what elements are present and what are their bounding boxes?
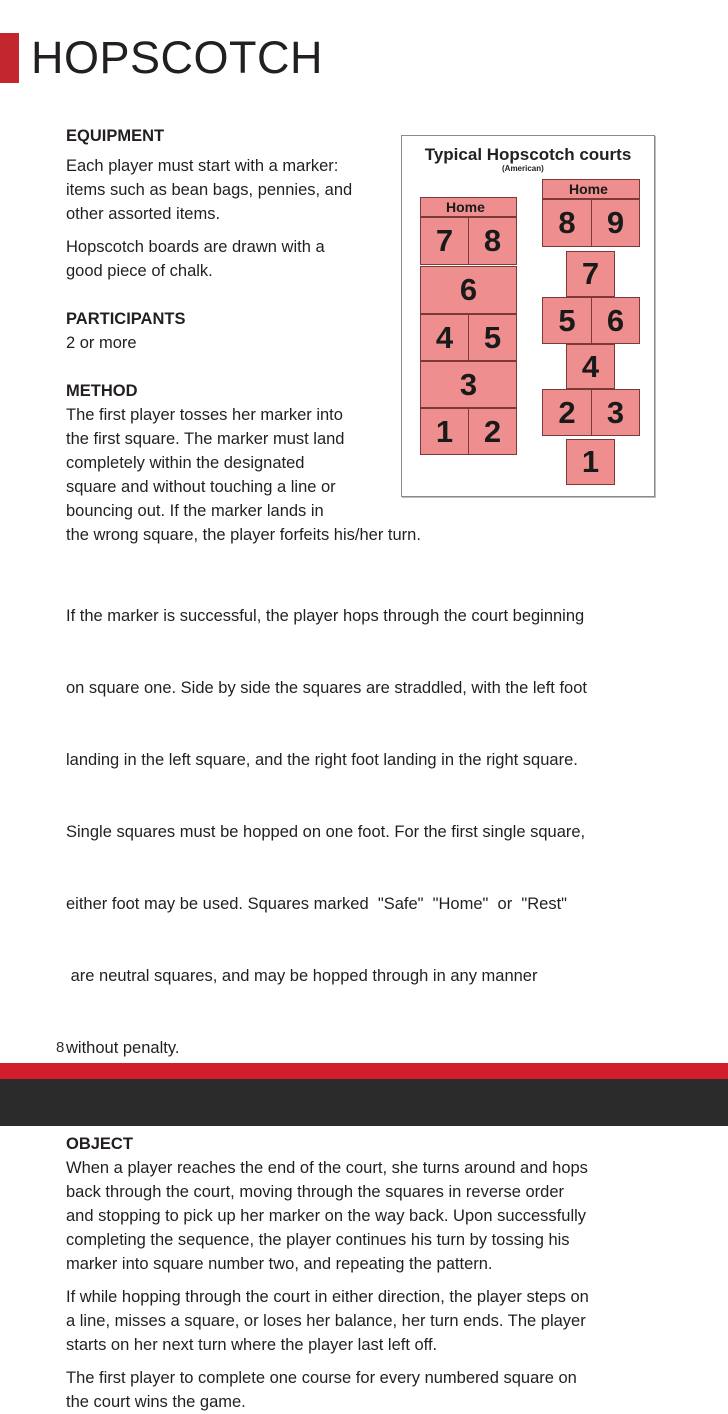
right-court-home-label: Home [569, 181, 608, 197]
title-accent-bar [0, 33, 19, 83]
right-court-cell-4: 4 [566, 344, 615, 389]
object-heading: OBJECT [66, 1135, 133, 1153]
left-court-cell-6: 6 [420, 266, 517, 314]
left-court-cell-5: 5 [468, 314, 517, 361]
page-number: 8 [56, 1039, 65, 1056]
left-court-home-label: Home [446, 199, 485, 215]
equipment-heading: EQUIPMENT [66, 127, 165, 145]
left-court-cell-2: 2 [468, 408, 517, 455]
equipment-paragraph-2: Hopscotch boards are drawn with a good piece of chalk. [66, 238, 325, 280]
participants-heading: PARTICIPANTS [66, 310, 186, 328]
footer-dark-band [0, 1079, 728, 1126]
object-paragraph-1: When a player reaches the end of the court, she turns around and hops back through the court, moving through the squares in reverse order and stopping to pick up her marker on the way back. Upon successfully completing the sequence, the player continues his turn by tossing his marker into square number two, and repeating the pattern. [66, 1159, 588, 1273]
figure-subtitle: (American) [502, 164, 544, 173]
left-court-cell-7: 7 [420, 217, 469, 265]
equipment-paragraph-1: Each player must start with a marker: items such as bean bags, pennies, and other assorted items. [66, 157, 353, 223]
right-court-cell-1: 1 [566, 439, 615, 485]
left-court-cell-1: 1 [420, 408, 469, 455]
method-paragraph-2: If the marker is successful, the player hops through the court beginning on square one. Side by side the squares are straddled, with the left foot landing in the left square, and the right foot landing in the right square. Single squares must be hopped on one foot. For the first single square, either foot may be used. Squares marked "Safe" "Home" or "Rest" are neutral squares, and may be hopped through in any manner without penalty. [66, 607, 587, 1057]
right-court-cell-8: 8 [542, 199, 592, 247]
right-court-cell-5: 5 [542, 297, 592, 344]
figure-title: Typical Hopscotch courts [424, 145, 632, 164]
right-court-cell-6: 6 [591, 297, 640, 344]
page-title: HOPSCOTCH [31, 32, 324, 83]
left-court-cell-8: 8 [468, 217, 517, 265]
left-court-cell-4: 4 [420, 314, 469, 361]
right-court-cell-3: 3 [591, 389, 640, 436]
right-court-cell-2: 2 [542, 389, 592, 436]
method-paragraph-1: The first player tosses her marker into the first square. The marker must land completely within the designated square and without touching a line or bouncing out. If the marker lands in the wrong square, the player forfeits his/her turn. [66, 406, 421, 544]
hopscotch-courts-figure [401, 135, 655, 497]
right-court-cell-9: 9 [591, 199, 640, 247]
object-paragraph-2: If while hopping through the court in either direction, the player steps on a line, misses a square, or loses her balance, her turn ends. The player starts on her next turn where the player last left off. [66, 1288, 589, 1354]
method-heading: METHOD [66, 382, 138, 400]
participants-text: 2 or more [66, 334, 137, 352]
left-court-cell-3: 3 [420, 361, 517, 408]
object-paragraph-3: The first player to complete one course for every numbered square on the court wins the game. [66, 1369, 577, 1411]
footer-red-band [0, 1063, 728, 1079]
right-court-cell-7: 7 [566, 251, 615, 297]
